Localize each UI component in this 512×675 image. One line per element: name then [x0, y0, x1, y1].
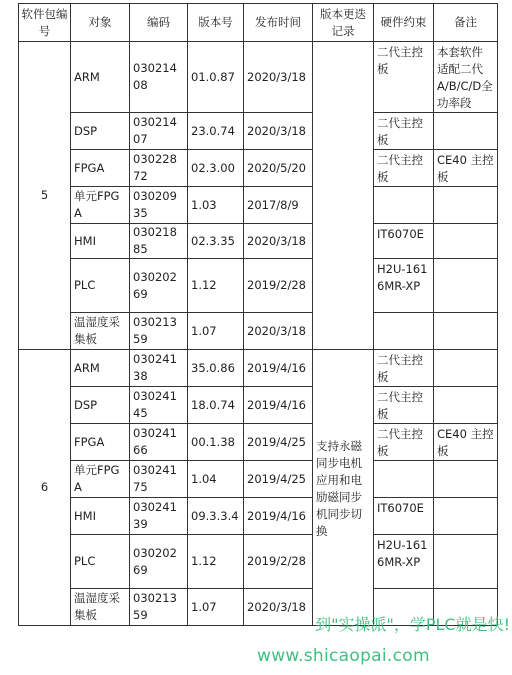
- table-body: [19, 42, 498, 626]
- cell-date: 2019/4/16: [244, 498, 313, 535]
- cell-ver: 09.3.3.4: [188, 498, 244, 535]
- cell-note: CE40 主控板: [434, 150, 498, 187]
- cell-date: 2019/4/16: [244, 350, 313, 387]
- cell-code: 03024139: [130, 498, 188, 535]
- cell-date: 2019/4/25: [244, 424, 313, 461]
- table-row: [19, 350, 498, 387]
- table-row: [19, 461, 498, 498]
- table-row: [19, 113, 498, 150]
- cell-hw: H2U-1616MR-XP: [374, 535, 434, 589]
- cell-ver: 35.0.86: [188, 350, 244, 387]
- cell-ver: 1.12: [188, 535, 244, 589]
- cell-code: 03021359: [130, 313, 188, 350]
- watermark-slogan: 到"实操派"，学PLC就是快!: [315, 615, 510, 634]
- cell-date: 2020/3/18: [244, 313, 313, 350]
- table-row: [19, 42, 498, 113]
- cell-hw: 二代主控板: [374, 350, 434, 387]
- cell-obj: PLC: [71, 259, 130, 313]
- cell-pkg: 5: [19, 42, 71, 350]
- cell-note: 本套软件适配二代A/B/C/D全功率段: [434, 42, 498, 113]
- header-sub: 版本更迭记录: [313, 4, 374, 42]
- table-row: [19, 259, 498, 313]
- cell-obj: FPGA: [71, 150, 130, 187]
- cell-ver: 1.12: [188, 259, 244, 313]
- cell-pkg: 6: [19, 350, 71, 626]
- cell-note: [434, 387, 498, 424]
- header-obj: 对象: [71, 4, 130, 42]
- cell-ver: 23.0.74: [188, 113, 244, 150]
- cell-ver: 01.0.87: [188, 42, 244, 113]
- cell-code: 03024145: [130, 387, 188, 424]
- cell-hw: [374, 461, 434, 498]
- cell-note: [434, 313, 498, 350]
- version-table-sheet: [18, 3, 497, 622]
- cell-date: 2019/2/28: [244, 259, 313, 313]
- cell-obj: DSP: [71, 387, 130, 424]
- cell-obj: 单元FPGA: [71, 461, 130, 498]
- cell-date: 2017/8/9: [244, 187, 313, 224]
- table-row: [19, 224, 498, 259]
- table-row: [19, 387, 498, 424]
- cell-hw: 二代主控板: [374, 387, 434, 424]
- cell-date: 2019/4/16: [244, 387, 313, 424]
- cell-ver: 1.03: [188, 187, 244, 224]
- cell-ver: 1.04: [188, 461, 244, 498]
- cell-code: 03021359: [130, 589, 188, 626]
- watermark-url: www.shicaopai.com: [257, 646, 430, 666]
- cell-note: CE40 主控板: [434, 424, 498, 461]
- cell-date: 2020/5/20: [244, 150, 313, 187]
- cell-ver: 02.3.00: [188, 150, 244, 187]
- cell-date: 2020/3/18: [244, 589, 313, 626]
- cell-code: 03021885: [130, 224, 188, 259]
- cell-code: 03020269: [130, 535, 188, 589]
- cell-ver: 1.07: [188, 589, 244, 626]
- cell-date: 2020/3/18: [244, 224, 313, 259]
- cell-obj: DSP: [71, 113, 130, 150]
- cell-date: 2020/3/18: [244, 42, 313, 113]
- header-hw: 硬件约束: [374, 4, 434, 42]
- header-note: 备注: [434, 4, 498, 42]
- cell-obj: PLC: [71, 535, 130, 589]
- cell-date: 2020/3/18: [244, 113, 313, 150]
- cell-hw: [374, 313, 434, 350]
- table-row: [19, 498, 498, 535]
- table-row: [19, 150, 498, 187]
- cell-note: [434, 461, 498, 498]
- header-date: 发布时间: [244, 4, 313, 42]
- cell-obj: HMI: [71, 498, 130, 535]
- cell-date: 2019/4/25: [244, 461, 313, 498]
- cell-date: 2019/2/28: [244, 535, 313, 589]
- cell-hw: 二代主控板: [374, 113, 434, 150]
- table-row: [19, 313, 498, 350]
- cell-ver: 18.0.74: [188, 387, 244, 424]
- cell-note: [434, 350, 498, 387]
- cell-hw: H2U-1616MR-XP: [374, 259, 434, 313]
- cell-hw: 二代主控板: [374, 150, 434, 187]
- cell-obj: ARM: [71, 42, 130, 113]
- cell-code: 03024175: [130, 461, 188, 498]
- cell-note: [434, 113, 498, 150]
- table-row: [19, 187, 498, 224]
- cell-sub: [313, 42, 374, 350]
- cell-note: [434, 535, 498, 589]
- cell-hw: [374, 187, 434, 224]
- table-row: [19, 535, 498, 589]
- cell-code: 03022872: [130, 150, 188, 187]
- table-row: [19, 424, 498, 461]
- cell-obj: 温湿度采集板: [71, 313, 130, 350]
- cell-obj: 温湿度采集板: [71, 589, 130, 626]
- cell-code: 03024166: [130, 424, 188, 461]
- cell-obj: FPGA: [71, 424, 130, 461]
- cell-hw: IT6070E: [374, 224, 434, 259]
- cell-ver: 1.07: [188, 313, 244, 350]
- cell-code: 03021407: [130, 113, 188, 150]
- cell-note: [434, 498, 498, 535]
- header-ver: 版本号: [188, 4, 244, 42]
- cell-hw: 二代主控板: [374, 42, 434, 113]
- cell-code: 03020935: [130, 187, 188, 224]
- cell-code: 03024138: [130, 350, 188, 387]
- cell-note: [434, 259, 498, 313]
- cell-obj: 单元FPGA: [71, 187, 130, 224]
- software-version-table: [18, 3, 498, 626]
- header-pkg: 软件包编号: [19, 4, 71, 42]
- cell-sub: 支持永磁同步电机应用和电励磁同步机同步切换: [313, 350, 374, 626]
- cell-note: [434, 224, 498, 259]
- cell-obj: ARM: [71, 350, 130, 387]
- cell-ver: 02.3.35: [188, 224, 244, 259]
- cell-obj: HMI: [71, 224, 130, 259]
- cell-code: 03021408: [130, 42, 188, 113]
- cell-ver: 00.1.38: [188, 424, 244, 461]
- cell-note: [434, 187, 498, 224]
- header-code: 编码: [130, 4, 188, 42]
- cell-code: 03020269: [130, 259, 188, 313]
- table-header-row: [19, 4, 498, 42]
- cell-hw: IT6070E: [374, 498, 434, 535]
- cell-hw: 二代主控板: [374, 424, 434, 461]
